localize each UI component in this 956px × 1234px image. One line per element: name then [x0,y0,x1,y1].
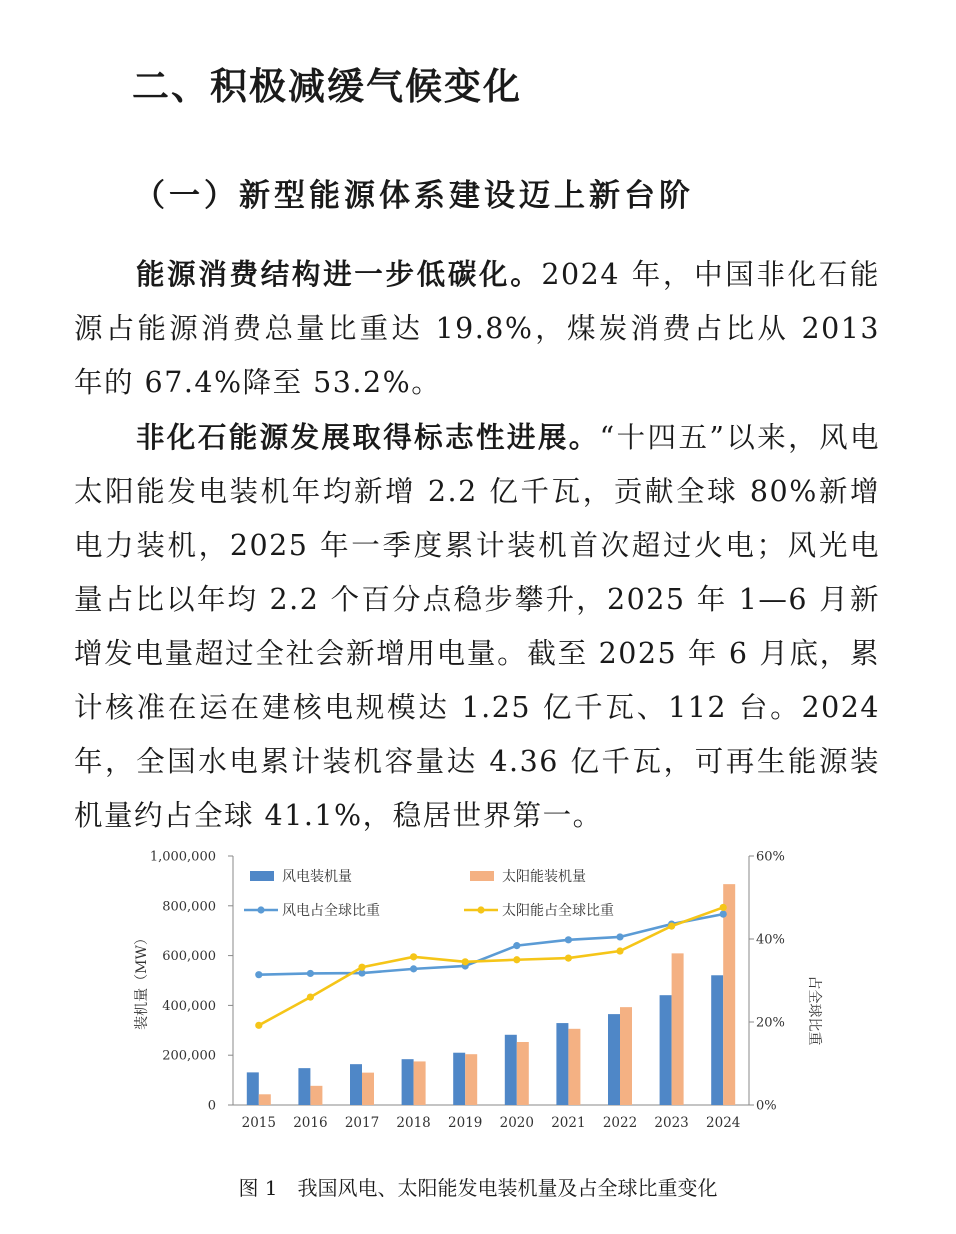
paragraph-text: 2024 年，中国非化石能源占能源消费总量比重达 19.8%，煤炭消费占比从 2013 年的 67.4%降至 53.2%。 [74,258,880,399]
solar-capacity-bar [362,1073,374,1105]
wind-share-point [513,942,520,949]
wind-capacity-bar [298,1068,310,1105]
wind-capacity-bar [660,995,672,1105]
wind-capacity-bar [247,1072,259,1105]
paragraph-lead: 非化石能源发展取得标志性进展。 [136,420,600,454]
wind-share-point [410,965,417,972]
x-tick-label: 2020 [499,1115,534,1131]
solar-share-point [565,954,572,961]
wind-capacity-bar [505,1035,517,1105]
wind-capacity-bar [608,1014,620,1105]
subsection-heading: （一）新型能源体系建设迈上新台阶 [134,178,694,214]
solar-capacity-bar [310,1086,322,1105]
solar-capacity-bar [723,884,735,1105]
wind-capacity-bar [453,1053,465,1105]
legend-swatch [470,871,494,881]
solar-capacity-bar [414,1061,426,1105]
y-tick-label: 800,000 [162,899,216,915]
legend-swatch [250,871,274,881]
wind-share-point [307,970,314,977]
x-tick-label: 2022 [602,1115,638,1131]
y-tick-label: 600,000 [162,949,216,965]
wind-capacity-bar [556,1023,568,1105]
x-tick-label: 2021 [551,1115,586,1131]
figure-caption-text: 我国风电、太阳能发电装机量及占全球比重变化 [297,1176,718,1200]
wind-capacity-bar [402,1059,414,1105]
section-heading: 二、积极减缓气候变化 [132,65,522,108]
solar-share-point [720,904,727,911]
y2-tick-label: 40% [756,932,785,948]
figure-number: 图 1 [238,1176,278,1200]
legend-label: 太阳能装机量 [502,869,586,885]
paragraph-text: “十四五”以来，风电太阳能发电装机年均新增 2.2 亿千瓦，贡献全球 80%新增电力装机，2025 年一季度累计装机首次超过火电；风光电量占比以年均 2.2 个百分点稳步攀升，2025 年 1—6 月新增发电量超过全社会新增用电量。截至 2025 年 6 月底，累计核准在运在建核电规模达 1.25 亿千瓦、112 台。2024 年，全国水电累计装机容量达 4.36 亿千瓦，可再生能源装机量约占全球 41.1%，稳居世界第一。 [74,421,880,832]
x-tick-label: 2017 [344,1115,380,1131]
y2-tick-label: 0% [756,1098,777,1114]
solar-share-point [513,956,520,963]
solar-share-point [462,958,469,965]
solar-capacity-bar [465,1054,477,1105]
x-tick-label: 2023 [654,1115,689,1131]
legend-marker [257,906,264,913]
wind-share-point [720,911,727,918]
paragraph-non-fossil-energy [74,410,880,843]
wind-share-point [255,971,262,978]
paragraph-energy-consumption [74,247,880,410]
legend-label: 风电装机量 [282,869,352,885]
y-tick-label: 200,000 [162,1048,216,1064]
wind-share-point [616,933,623,940]
x-tick-label: 2024 [706,1115,741,1131]
solar-share-point [307,994,314,1001]
installed-capacity-chart [126,844,826,1144]
y-axis-title: 装机量（MW） [134,931,150,1030]
solar-share-point [255,1022,262,1029]
solar-share-point [668,923,675,930]
solar-capacity-bar [568,1029,580,1105]
wind-capacity-bar [711,975,723,1105]
wind-capacity-bar [350,1064,362,1105]
solar-capacity-bar [620,1007,632,1105]
y2-tick-label: 20% [756,1015,785,1031]
x-tick-label: 2018 [396,1115,431,1131]
x-tick-label: 2019 [448,1115,483,1131]
solar-capacity-bar [672,953,684,1105]
y2-axis-title: 占全球比重 [806,975,822,1046]
y-tick-label: 0 [207,1098,216,1114]
wind-share-line [259,914,723,975]
x-tick-label: 2016 [293,1115,328,1131]
legend-label: 风电占全球比重 [282,903,380,919]
wind-share-point [565,936,572,943]
figure-caption [0,1172,956,1201]
solar-share-point [358,964,365,971]
solar-capacity-bar [517,1042,529,1105]
solar-share-point [616,947,623,954]
legend-label: 太阳能占全球比重 [502,903,614,919]
y-tick-label: 1,000,000 [149,849,216,865]
y2-tick-label: 60% [756,849,785,865]
solar-share-line [259,907,723,1025]
solar-capacity-bar [259,1094,271,1105]
paragraph-lead: 能源消费结构进一步低碳化。 [136,257,542,291]
y-tick-label: 400,000 [162,998,216,1014]
solar-share-point [410,953,417,960]
x-tick-label: 2015 [241,1115,276,1131]
legend-marker [477,906,484,913]
